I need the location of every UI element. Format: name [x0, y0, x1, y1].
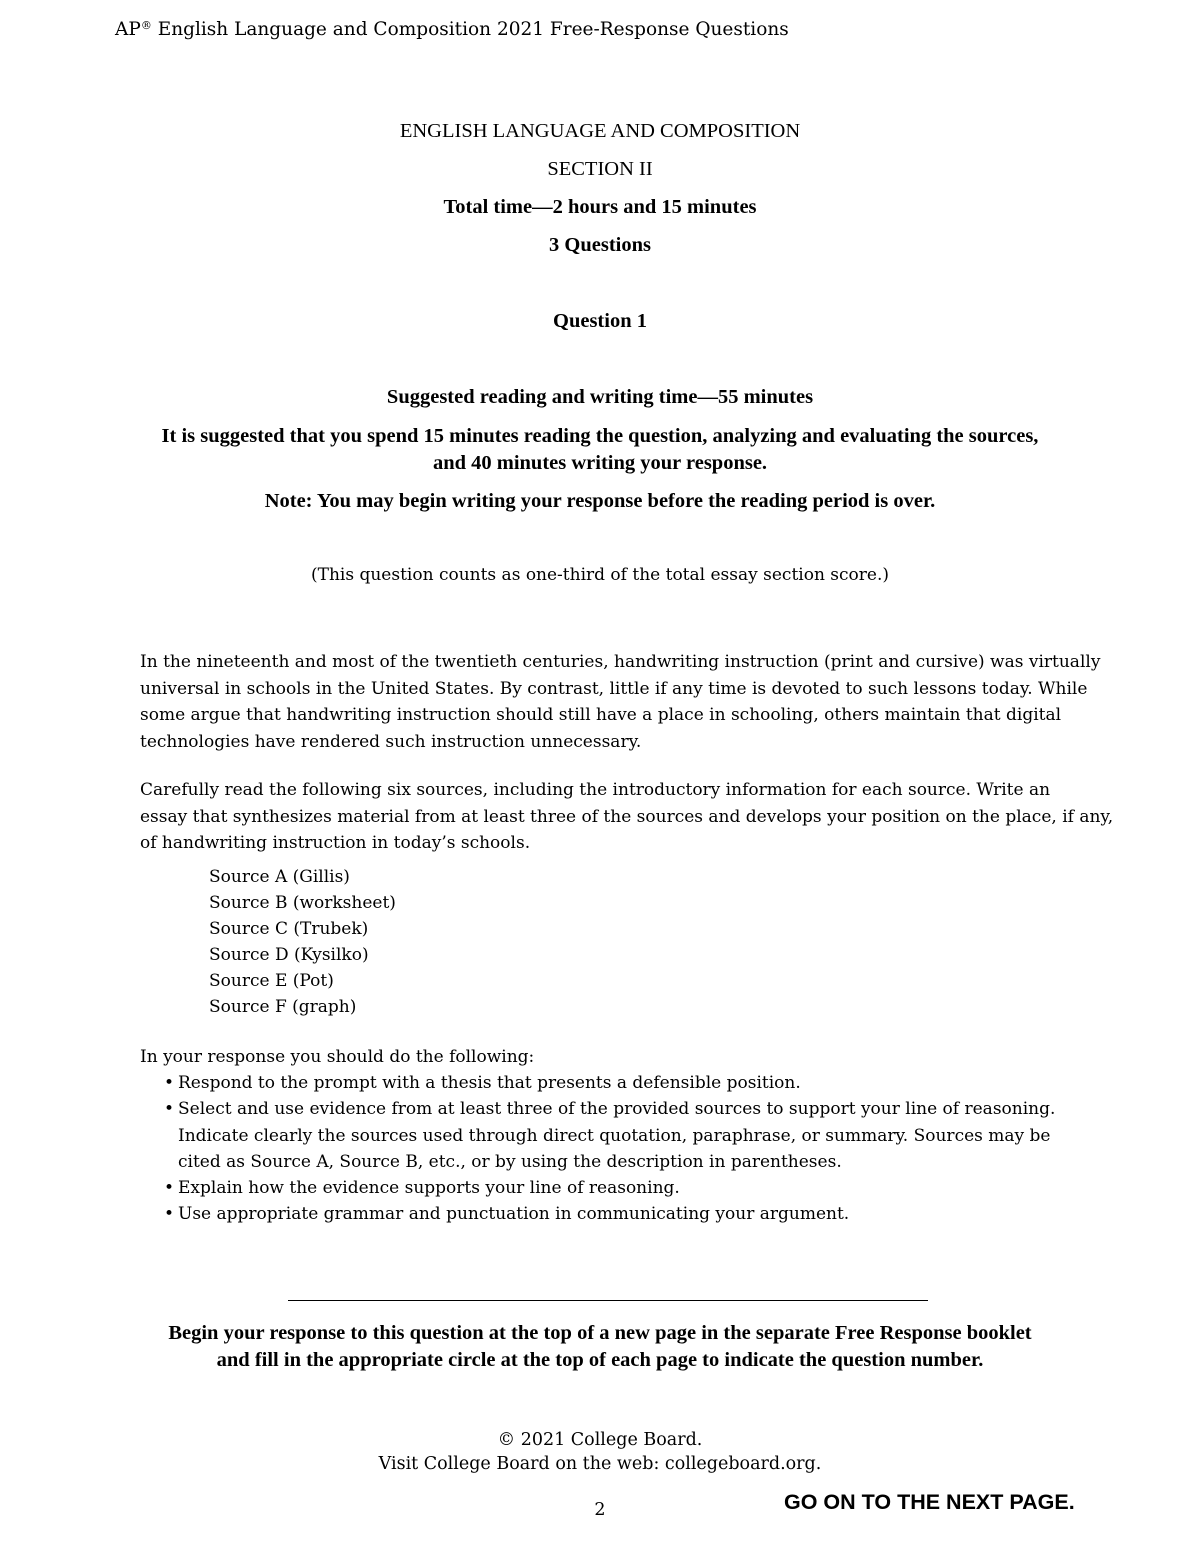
running-header	[115, 19, 789, 40]
instruction-line: Begin your response to this question at the top of a new page in the separate Free Response booklet	[168, 1322, 1032, 1344]
header-prefix: AP	[115, 19, 141, 40]
prompt-line: essay that synthesizes material from at least three of the sources and develops your position on the place, if any,	[140, 806, 1114, 827]
task-item	[164, 1096, 1140, 1175]
bullet: •	[164, 1099, 175, 1120]
task-item	[164, 1201, 1140, 1227]
source-item: Source F (graph)	[209, 997, 357, 1017]
task-list	[140, 1044, 1140, 1227]
intro-line: In the nineteenth and most of the twentieth centuries, handwriting instruction (print and cursive) was virtually	[140, 652, 1101, 672]
footer	[0, 1428, 1200, 1476]
intro-line: technologies have rendered such instruction unnecessary.	[140, 731, 642, 752]
task-item	[164, 1175, 1140, 1201]
source-item: Source D (Kysilko)	[209, 945, 369, 965]
task-text-line: Select and use evidence from at least three of the provided sources to support your line of reasoning.	[178, 1099, 1056, 1120]
total-time: Total time—2 hours and 15 minutes	[443, 196, 757, 218]
score-weight-note: (This question counts as one-third of the total essay section score.)	[310, 565, 890, 585]
task-text-line: Indicate clearly the sources used through direct quotation, paraphrase, or summary. Sources may be	[178, 1125, 1051, 1146]
divider-rule	[288, 1300, 928, 1301]
section-label: SECTION II	[547, 158, 653, 180]
instruction-line: and fill in the appropriate circle at the top of each page to indicate the question number.	[216, 1349, 984, 1371]
header-title: English Language and Composition 2021 Free-Response Questions	[151, 19, 789, 40]
reading-note: Note: You may begin writing your response before the reading period is over.	[264, 490, 936, 512]
task-text-line: cited as Source A, Source B, etc., or by using the description in parentheses.	[178, 1151, 842, 1172]
suggestion-line-2: and 40 minutes writing your response.	[432, 452, 768, 474]
question-count: 3 Questions	[549, 234, 651, 256]
source-item: Source A (Gillis)	[209, 867, 350, 887]
prompt-line: of handwriting instruction in today’s schools.	[140, 833, 531, 853]
intro-line: some argue that handwriting instruction should still have a place in schooling, others maintain that digital	[140, 705, 1062, 725]
suggestion-line-1: It is suggested that you spend 15 minutes reading the question, analyzing and evaluating the sources,	[161, 425, 1039, 447]
page-number: 2	[594, 1500, 606, 1520]
source-item: Source B (worksheet)	[209, 893, 396, 913]
prompt-paragraph	[140, 777, 1140, 857]
task-text: Respond to the prompt with a thesis that presents a defensible position.	[178, 1073, 801, 1094]
source-item: Source C (Trubek)	[209, 919, 369, 939]
task-text: Use appropriate grammar and punctuation in communicating your argument.	[178, 1204, 850, 1225]
registered-mark: ®	[140, 19, 152, 32]
response-instructions	[0, 1320, 1200, 1374]
bullet: •	[164, 1178, 175, 1199]
go-on-notice: GO ON TO THE NEXT PAGE.	[784, 1490, 1075, 1514]
bullet: •	[164, 1204, 175, 1225]
website-note: Visit College Board on the web: collegeboard.org.	[378, 1454, 822, 1474]
copyright: © 2021 College Board.	[497, 1430, 703, 1450]
task-text: Explain how the evidence supports your line of reasoning.	[178, 1178, 680, 1199]
exam-title: ENGLISH LANGUAGE AND COMPOSITION	[399, 120, 801, 142]
source-item: Source E (Pot)	[209, 971, 334, 991]
bullet: •	[164, 1073, 175, 1094]
suggested-time: Suggested reading and writing time—55 minutes	[386, 386, 814, 408]
intro-paragraph	[140, 649, 1140, 755]
task-text	[178, 1096, 1055, 1175]
task-item	[164, 1070, 1140, 1096]
task-lead: In your response you should do the following:	[140, 1047, 535, 1067]
prompt-line: Carefully read the following six sources, including the introductory information for each source. Write an	[140, 780, 1051, 800]
intro-line: universal in schools in the United States. By contrast, little if any time is devoted to such lessons today. While	[140, 678, 1088, 699]
source-list	[209, 864, 396, 1020]
question-label: Question 1	[553, 310, 647, 332]
